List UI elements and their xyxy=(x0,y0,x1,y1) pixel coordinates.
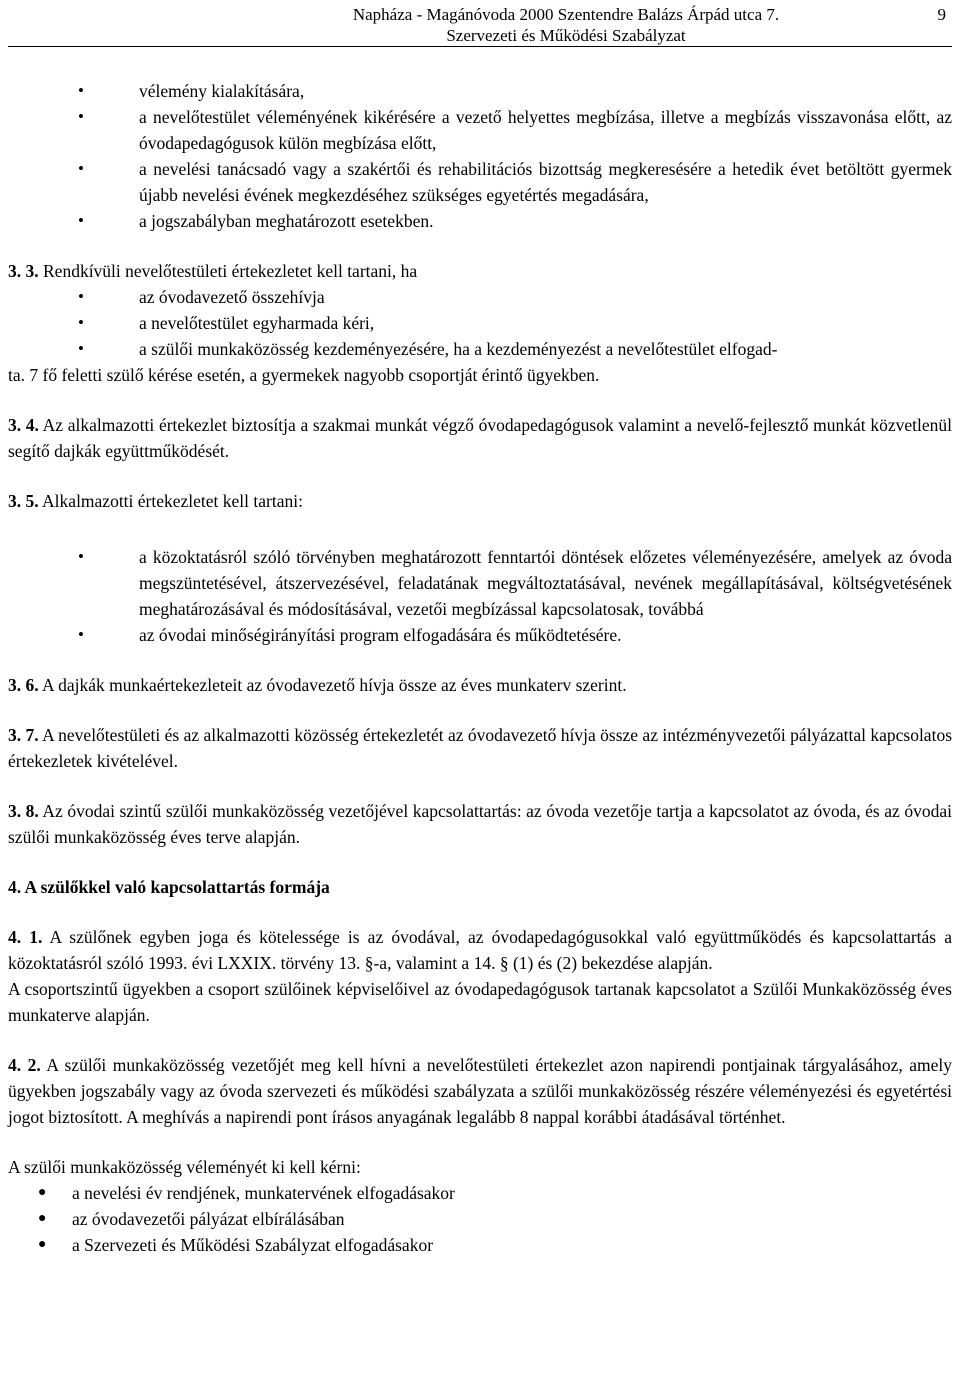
section-text: A szülőnek egyben joga és kötelessége is az óvodával, az óvodapedagógusokkal való együttműködés és kapcsolattartás a közoktatásról szóló 1993. évi LXXIX. törvény 13. §-a, valamint a 14. § (1) és (2) bekezdése alapján. xyxy=(8,927,952,973)
list-item: • a nevelőtestület véleményének kikérésére a vezető helyettes megbízása, illetve a megbízás visszavonása előtt, az óvodapedagógusok külön megbízása előtt, xyxy=(8,104,952,156)
section-3-5 xyxy=(8,488,952,514)
section-text: Rendkívüli nevelőtestületi értekezletet kell tartani, ha xyxy=(43,261,418,281)
list-item: ● az óvodavezetői pályázat elbírálásában xyxy=(8,1206,952,1232)
section-number: 4. 2. xyxy=(8,1055,41,1075)
header-title: Napháza - Magánóvoda 2000 Szentendre Balázs Árpád utca 7. xyxy=(352,5,780,24)
section-4-2 xyxy=(8,1052,952,1130)
section-number: 3. 4. xyxy=(8,415,39,435)
section-4-1 xyxy=(8,924,952,976)
section-3-7 xyxy=(8,722,952,774)
document-body xyxy=(8,78,952,1258)
section-text: A dajkák munkaértekezleteit az óvodavezető hívja össze az éves munkaterv szerint. xyxy=(42,675,627,695)
section-4-heading: 4. A szülőkkel való kapcsolattartás formája xyxy=(8,877,330,897)
list-item: ● a Szervezeti és Működési Szabályzat elfogadásakor xyxy=(8,1232,952,1258)
list-item: • az óvodavezető összehívja xyxy=(8,284,952,310)
section-number: 3. 7. xyxy=(8,725,39,745)
page-header xyxy=(186,4,946,46)
list-item: • a szülői munkaközösség kezdeményezésére, ha a kezdeményezést a nevelőtestület elfogad- xyxy=(8,336,952,362)
header-divider xyxy=(8,46,952,47)
list-item: ● a nevelési év rendjének, munkatervének elfogadásakor xyxy=(8,1180,952,1206)
section-number: 3. 8. xyxy=(8,801,39,821)
section-number: 4. 1. xyxy=(8,927,43,947)
page-number: 9 xyxy=(937,5,946,24)
section-text: Az óvodai szintű szülői munkaközösség vezetőjével kapcsolattartás: az óvoda vezetője tartja a kapcsolatot az óvoda, és az óvodai szülői munkaközösség éves terve alapján. xyxy=(8,801,952,847)
section-text: A szülői munkaközösség vezetőjét meg kell hívni a nevelőtestületi értekezlet azon napirendi pontjainak tárgyalásához, amely ügyekben jogszabály vagy az óvoda szervezeti és működési szabályzata a szülői munkaközösség részére véleményezési és egyetértési jogot biztosított. A meghívás a napirendi pont írásos anyagának legalább 8 nappal korábbi átadásával történhet. xyxy=(8,1055,952,1127)
section-number: 3. 3. xyxy=(8,261,39,281)
list-item: • a jogszabályban meghatározott esetekben. xyxy=(8,208,952,234)
list-item: • vélemény kialakítására, xyxy=(8,78,952,104)
section-3-6 xyxy=(8,672,952,698)
header-subtitle: Szervezeti és Működési Szabályzat xyxy=(446,26,686,45)
list-item: • az óvodai minőségirányítási program elfogadására és működtetésére. xyxy=(8,622,952,648)
paragraph: A szülői munkaközösség véleményét ki kell kérni: xyxy=(8,1157,361,1177)
section-3-8 xyxy=(8,798,952,850)
section-3-4 xyxy=(8,412,952,464)
list-item: • a nevelési tanácsadó vagy a szakértői és rehabilitációs bizottság megkeresésére a hetedik évet betöltött gyermek újabb nevelési évének megkezdéséhez szükséges egyetértés megadására, xyxy=(8,156,952,208)
section-number: 3. 5. xyxy=(8,491,39,511)
section-text: Alkalmazotti értekezletet kell tartani: xyxy=(42,491,303,511)
section-text: Az alkalmazotti értekezlet biztosítja a szakmai munkát végző óvodapedagógusok valamint a nevelő-fejlesztő munkát közvetlenül segítő dajkák együttműködését. xyxy=(8,415,952,461)
section-3-3 xyxy=(8,258,952,284)
list-item: • a közoktatásról szóló törvényben meghatározott fenntartói döntések előzetes véleményezésére, amelyek az óvoda megszüntetésével, átszervezésével, feladatának megváltoztatásával, nevének megállapításával, költségvetésének meghatározásával és módosításával, vezetői megbízással kapcsolatosak, továbbá xyxy=(8,544,952,622)
section-text-continuation: ta. 7 fő feletti szülő kérése esetén, a gyermekek nagyobb csoportját érintő ügyekben. xyxy=(8,365,600,385)
list-item: • a nevelőtestület egyharmada kéri, xyxy=(8,310,952,336)
section-number: 3. 6. xyxy=(8,675,39,695)
paragraph: A csoportszintű ügyekben a csoport szülőinek képviselőivel az óvodapedagógusok tartanak kapcsolatot a Szülői Munkaközösség éves munkaterve alapján. xyxy=(8,979,952,1025)
section-text: A nevelőtestületi és az alkalmazotti közösség értekezletét az óvodavezető hívja össze az intézményvezetői pályázattal kapcsolatos értekezletek kivételével. xyxy=(8,725,953,771)
